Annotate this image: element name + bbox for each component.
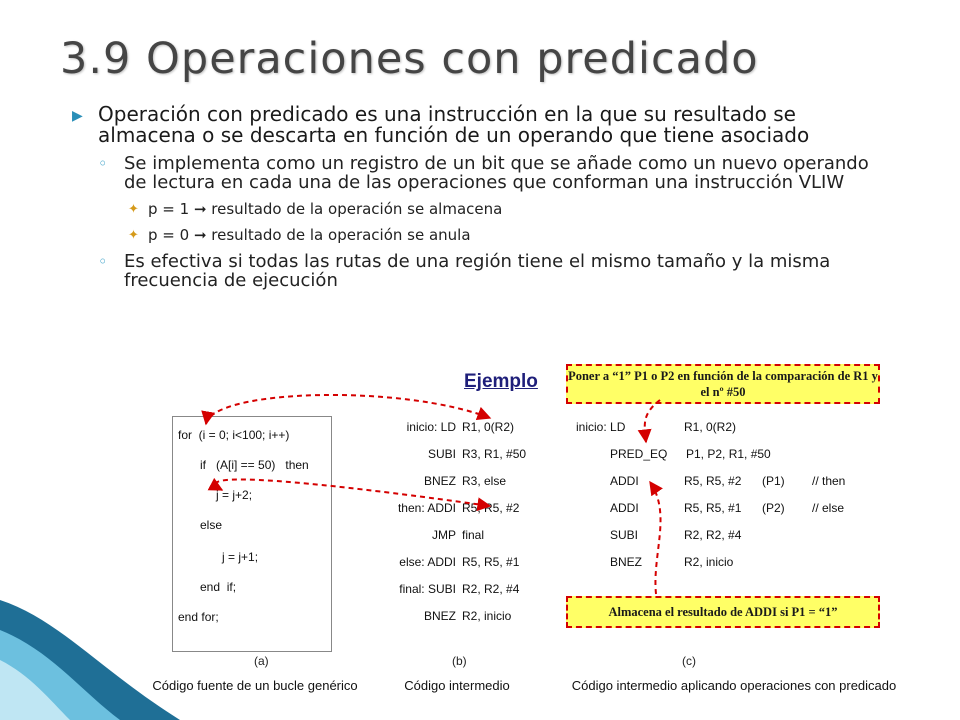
caption-a: Código fuente de un bucle genérico — [152, 678, 358, 693]
code-b-label: BNEZ — [423, 609, 456, 623]
code-b-operands: R2, R2, #4 — [462, 582, 520, 596]
star-bullet-icon: ✦ — [128, 228, 139, 243]
bullet-sub2 — [72, 252, 892, 290]
bullet-sub1-item — [72, 201, 892, 218]
star-bullet-icon: ✦ — [128, 202, 139, 217]
code-a-line: end for; — [178, 610, 219, 624]
note-top — [566, 364, 880, 404]
code-b-operands: R3, R1, #50 — [462, 447, 527, 461]
bullet-sub1-item — [72, 227, 892, 244]
code-a-line: for (i = 0; i<100; i++) — [178, 428, 290, 442]
code-c-operands: R1, 0(R2) — [684, 420, 737, 434]
code-a-line: j = j+2; — [216, 488, 253, 502]
arrow-note-to-pred — [645, 400, 660, 442]
note-top-text: Poner a “1” P1 o P2 en función de la comparación de R1 y el nº #50 — [568, 369, 878, 399]
code-b-label: SUBI — [427, 447, 456, 461]
code-b-operands: R5, R5, #2 — [462, 501, 520, 515]
bullet-sub1 — [72, 154, 892, 192]
code-b-operands: R2, inicio — [462, 609, 512, 623]
code-b-label: final: SUBI — [399, 582, 456, 596]
bullet-list — [72, 104, 892, 290]
code-c-label: inicio: LD — [576, 420, 626, 434]
code-c-label: ADDI — [610, 501, 639, 515]
slide-title: 3.9 Operaciones con predicado — [60, 34, 759, 84]
bullet-main-text: Operación con predicado es una instrucción en la que su resultado se almacena o se descarta en función de un operando que tiene asociado — [98, 102, 810, 147]
code-c-operands: R2, R2, #4 — [684, 528, 742, 542]
triangle-bullet-icon: ▶ — [72, 108, 83, 124]
code-b-operands: R3, else — [462, 474, 507, 488]
bullet-sub1-item-text: p = 1 ➞ resultado de la operación se almacena — [148, 200, 503, 218]
code-b-label: BNEZ — [423, 474, 456, 488]
code-b-label: inicio: LD — [406, 420, 456, 434]
code-a-line: if (A[i] == 50) then — [200, 458, 309, 472]
code-b-operands: R1, 0(R2) — [462, 420, 515, 434]
ejemplo-label: Ejemplo — [464, 371, 538, 392]
code-b-label: else: ADDI — [399, 555, 456, 569]
caption-b: Código intermedio — [404, 678, 510, 693]
circle-bullet-icon: ◦ — [98, 252, 108, 271]
note-bottom-text: Almacena el resultado de ADDI si P1 = “1” — [608, 605, 838, 619]
code-c-comment: // else — [812, 501, 845, 515]
note-bottom — [566, 596, 880, 628]
code-a-line: else — [200, 518, 223, 532]
circle-bullet-icon: ◦ — [98, 154, 108, 173]
code-c-operands: P1, P2, R1, #50 — [686, 447, 771, 461]
sublabel-c: (c) — [682, 654, 696, 668]
code-c-label: PRED_EQ — [610, 447, 668, 461]
code-c-operands: R5, R5, #2 — [684, 474, 742, 488]
code-b-operands: R5, R5, #1 — [462, 555, 520, 569]
code-c-predicate: (P1) — [762, 474, 785, 488]
code-c-label: ADDI — [610, 474, 639, 488]
decorative-wave — [0, 560, 180, 720]
code-c-predicate: (P2) — [762, 501, 785, 515]
code-c-label: BNEZ — [610, 555, 643, 569]
code-c-operands: R5, R5, #1 — [684, 501, 742, 515]
code-b-label: then: ADDI — [397, 501, 456, 515]
code-a-line: j = j+1; — [222, 550, 259, 564]
sublabel-a: (a) — [254, 654, 269, 668]
code-c-comment: // then — [812, 474, 846, 488]
code-b-label: JMP — [432, 528, 456, 542]
sublabel-b: (b) — [452, 654, 467, 668]
code-a-line: end if; — [200, 580, 237, 594]
code-c-label: SUBI — [610, 528, 639, 542]
arrow-note-to-addi — [650, 482, 661, 594]
bullet-sub2-text: Es efectiva si todas las rutas de una región tiene el mismo tamaño y la misma frecuencia de ejecución — [124, 251, 831, 291]
code-c-operands: R2, inicio — [684, 555, 734, 569]
bullet-sub1-item-text: p = 0 ➞ resultado de la operación se anula — [148, 226, 471, 244]
code-b-operands: final — [462, 528, 485, 542]
bullet-main — [72, 104, 892, 146]
example-figure — [152, 364, 902, 720]
caption-c: Código intermedio aplicando operaciones con predicado — [571, 678, 897, 693]
bullet-sub1-text: Se implementa como un registro de un bit que se añade como un nuevo operando de lectura en cada una de las operaciones que conforman una instrucción VLIW — [124, 153, 869, 193]
